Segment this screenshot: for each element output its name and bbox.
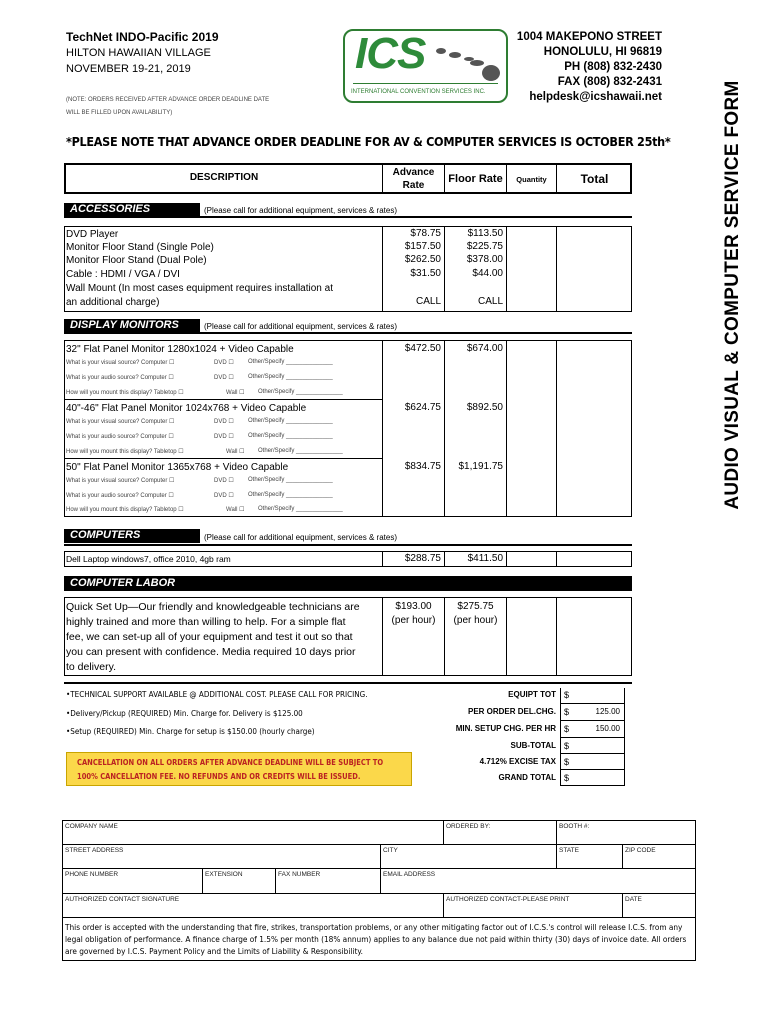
event-venue: HILTON HAWAIIAN VILLAGE: [66, 47, 211, 59]
street-address-field[interactable]: STREET ADDRESS: [65, 847, 124, 854]
adv-rate: $31.50: [410, 268, 441, 279]
dollar-sign: $: [564, 707, 570, 717]
extension-field[interactable]: EXTENSION: [205, 871, 243, 878]
section-computers: COMPUTERS: [64, 529, 200, 543]
visual-source-other[interactable]: Other/Specify ______________: [248, 477, 333, 483]
header-description: DESCRIPTION: [189, 172, 259, 183]
visual-source-other[interactable]: Other/Specify ______________: [248, 359, 333, 365]
mount-wall[interactable]: Wall ☐: [226, 390, 245, 396]
excise-tax-label: 4.712% EXCISE TAX: [479, 757, 556, 766]
adv-rate: $834.75: [404, 461, 441, 472]
visual-source-other[interactable]: Other/Specify ______________: [248, 418, 333, 424]
section-accessories: ACCESSORIES: [64, 203, 200, 217]
header-quantity: Quantity: [516, 175, 547, 184]
order-note-2: WILL BE FILLED UPON AVAILABILITY): [66, 110, 173, 116]
grand-total-label: GRAND TOTAL: [498, 773, 556, 782]
accessory-wall-mount: Wall Mount (In most cases equipment requires installation at: [66, 283, 333, 294]
accessory-wall-mount-note: an additional charge): [66, 297, 160, 308]
hawaii-islands-icon: [433, 43, 503, 83]
floor-rate: $892.50: [466, 402, 503, 413]
audio-source-other[interactable]: Other/Specify ______________: [248, 374, 333, 380]
dollar-sign: $: [564, 757, 570, 767]
floor-rate: $225.75: [466, 241, 503, 252]
logo-wordmark: ICS: [355, 29, 426, 78]
event-title: TechNet INDO-Pacific 2019: [66, 30, 219, 44]
header-advance-rate: Advance Rate: [392, 167, 435, 191]
section-display-monitors: DISPLAY MONITORS: [64, 319, 200, 333]
floor-rate: CALL: [477, 296, 503, 307]
audio-source-dvd[interactable]: DVD ☐: [214, 493, 234, 499]
visual-source-question[interactable]: What is your visual source? Computer ☐: [66, 478, 175, 484]
floor-rate: $411.50: [467, 553, 503, 564]
visual-source-question[interactable]: What is your visual source? Computer ☐: [66, 419, 175, 425]
email-address-field[interactable]: EMAIL ADDRESS: [383, 871, 436, 878]
floor-rate: $674.00: [466, 343, 503, 354]
accessory-floor-stand-single: Monitor Floor Stand (Single Pole): [66, 242, 214, 253]
mount-other[interactable]: Other/Specify ______________: [258, 389, 343, 395]
setup-charge-value: 150.00: [595, 724, 620, 733]
audio-source-dvd[interactable]: DVD ☐: [214, 375, 234, 381]
bullet-setup: •Setup (REQUIRED) Min. Charge for setup is $150.00 (hourly charge): [66, 727, 315, 736]
header-total: Total: [580, 172, 609, 186]
mount-other[interactable]: Other/Specify ______________: [258, 448, 343, 454]
adv-rate: $157.50: [404, 241, 441, 252]
mount-question[interactable]: How will you mount this display? Tabletop ☐: [66, 507, 184, 513]
floor-rate: $1,191.75: [458, 461, 503, 472]
labor-description: Quick Set Up—Our friendly and knowledgeable technicians are highly trained and more than willing to help. For a simple flat fee, we can set-up all of your equipment and test it out so that you can present with confidence. Media required 10 days prior to delivery.: [66, 601, 360, 673]
adv-rate: $472.50: [404, 343, 441, 354]
mount-other[interactable]: Other/Specify ______________: [258, 506, 343, 512]
accessory-cable: Cable : HDMI / VGA / DVI: [66, 269, 180, 280]
company-name-field[interactable]: COMPANY NAME: [65, 823, 118, 830]
visual-source-dvd[interactable]: DVD ☐: [214, 419, 234, 425]
header-floor-rate: Floor Rate: [448, 173, 503, 185]
fax-number-field[interactable]: FAX NUMBER: [278, 871, 321, 878]
side-title: AUDIO VISUAL & COMPUTER SERVICE FORM: [721, 80, 743, 510]
company-street: 1004 MAKEPONO STREET: [516, 31, 662, 43]
terms-text: This order is accepted with the understanding that fire, strikes, transportation problems, or any other mitigating factor out of I.C.S.'s control will release I.C.S. from any legal obligation of performance. A finance charge of 1.5% per month (18% annum) applies to any balance due not paid within thirty (30) days of invoice date. All orders are governed by I.C.S. Payment Policy and the Limits of Liability & Responsibility.: [65, 922, 687, 956]
dollar-sign: $: [564, 724, 570, 734]
mount-question[interactable]: How will you mount this display? Tabletop ☐: [66, 390, 184, 396]
company-fax: FAX (808) 832-2431: [557, 76, 662, 88]
labor-floor-rate: $275.75 (per hour): [453, 601, 498, 626]
company-email[interactable]: helpdesk@icshawaii.net: [529, 91, 662, 103]
logo-subtitle: INTERNATIONAL CONVENTION SERVICES INC.: [351, 89, 486, 95]
adv-rate: $78.75: [410, 228, 441, 239]
audio-source-question[interactable]: What is your audio source? Computer ☐: [66, 375, 174, 381]
adv-rate: $624.75: [404, 402, 441, 413]
monitor-32-inch: 32" Flat Panel Monitor 1280x1024 + Video Capable: [66, 344, 294, 355]
computers-note: (Please call for additional equipment, services & rates): [204, 533, 397, 542]
labor-advance-rate: $193.00 (per hour): [391, 601, 436, 626]
floor-rate: $378.00: [466, 254, 503, 265]
computer-dell-laptop: Dell Laptop windows7, office 2010, 4gb ram: [66, 554, 231, 564]
ics-logo: [343, 29, 508, 103]
ordered-by-field[interactable]: ORDERED BY:: [446, 823, 491, 830]
mount-question[interactable]: How will you mount this display? Tabletop ☐: [66, 449, 184, 455]
company-phone: PH (808) 832-2430: [564, 61, 662, 73]
signature-field[interactable]: AUTHORIZED CONTACT SIGNATURE: [65, 896, 180, 903]
event-dates: NOVEMBER 19-21, 2019: [66, 63, 191, 75]
city-field[interactable]: CITY: [383, 847, 398, 854]
date-field[interactable]: DATE: [625, 896, 642, 903]
accessory-dvd-player: DVD Player: [66, 229, 119, 240]
deadline-notice: *PLEASE NOTE THAT ADVANCE ORDER DEADLINE FOR AV & COMPUTER SERVICES IS OCTOBER 25th*: [66, 134, 671, 149]
dollar-sign: $: [564, 741, 570, 751]
floor-rate: $113.50: [467, 228, 503, 239]
audio-source-other[interactable]: Other/Specify ______________: [248, 492, 333, 498]
audio-source-question[interactable]: What is your audio source? Computer ☐: [66, 493, 174, 499]
dollar-sign: $: [564, 773, 570, 783]
section-computer-labor: COMPUTER LABOR: [64, 576, 632, 591]
adv-rate: $288.75: [404, 553, 441, 564]
audio-source-other[interactable]: Other/Specify ______________: [248, 433, 333, 439]
visual-source-question[interactable]: What is your visual source? Computer ☐: [66, 360, 175, 366]
company-address: [500, 30, 662, 105]
print-name-field[interactable]: AUTHORIZED CONTACT-PLEASE PRINT: [446, 896, 570, 903]
adv-rate: $262.50: [404, 254, 441, 265]
delivery-charge-label: PER ORDER DEL.CHG.: [467, 707, 556, 716]
audio-source-question[interactable]: What is your audio source? Computer ☐: [66, 434, 174, 440]
dollar-sign: $: [564, 690, 570, 700]
accessory-floor-stand-dual: Monitor Floor Stand (Dual Pole): [66, 255, 207, 266]
equipment-total-label: EQUIPT TOT: [508, 690, 556, 699]
visual-source-dvd[interactable]: DVD ☐: [214, 360, 234, 366]
mount-wall[interactable]: Wall ☐: [226, 449, 245, 455]
monitors-note: (Please call for additional equipment, services & rates): [204, 322, 397, 331]
delivery-charge-value: 125.00: [595, 707, 620, 716]
monitor-50-inch: 50" Flat Panel Monitor 1365x768 + Video Capable: [66, 462, 289, 473]
floor-rate: $44.00: [472, 268, 503, 279]
audio-source-dvd[interactable]: DVD ☐: [214, 434, 234, 440]
setup-charge-label: MIN. SETUP CHG. PER HR: [455, 724, 556, 733]
state-field[interactable]: STATE: [559, 847, 579, 854]
bullet-delivery: •Delivery/Pickup (REQUIRED) Min. Charge for. Delivery is $125.00: [66, 709, 303, 718]
booth-field[interactable]: BOOTH #:: [559, 823, 590, 830]
accessories-note: (Please call for additional equipment, services & rates): [204, 206, 397, 215]
mount-wall[interactable]: Wall ☐: [226, 507, 245, 513]
order-note-1: (NOTE: ORDERS RECEIVED AFTER ADVANCE ORDER DEADLINE DATE: [66, 97, 270, 103]
subtotal-label: SUB-TOTAL: [510, 741, 556, 750]
cancellation-notice: CANCELLATION ON ALL ORDERS AFTER ADVANCE DEADLINE WILL BE SUBJECT TO 100% CANCELLATION FEE. NO REFUNDS AND OR CREDITS WILL BE ISSUED.: [66, 752, 412, 786]
visual-source-dvd[interactable]: DVD ☐: [214, 478, 234, 484]
company-city: HONOLULU, HI 96819: [543, 46, 662, 58]
zip-code-field[interactable]: ZIP CODE: [625, 847, 656, 854]
monitor-40-46-inch: 40"-46" Flat Panel Monitor 1024x768 + Video Capable: [66, 403, 307, 414]
adv-rate: CALL: [415, 296, 441, 307]
phone-number-field[interactable]: PHONE NUMBER: [65, 871, 119, 878]
bullet-tech-support: •TECHNICAL SUPPORT AVAILABLE @ ADDITIONAL COST. PLEASE CALL FOR PRICING.: [66, 690, 368, 699]
monitors-table: [64, 340, 632, 517]
